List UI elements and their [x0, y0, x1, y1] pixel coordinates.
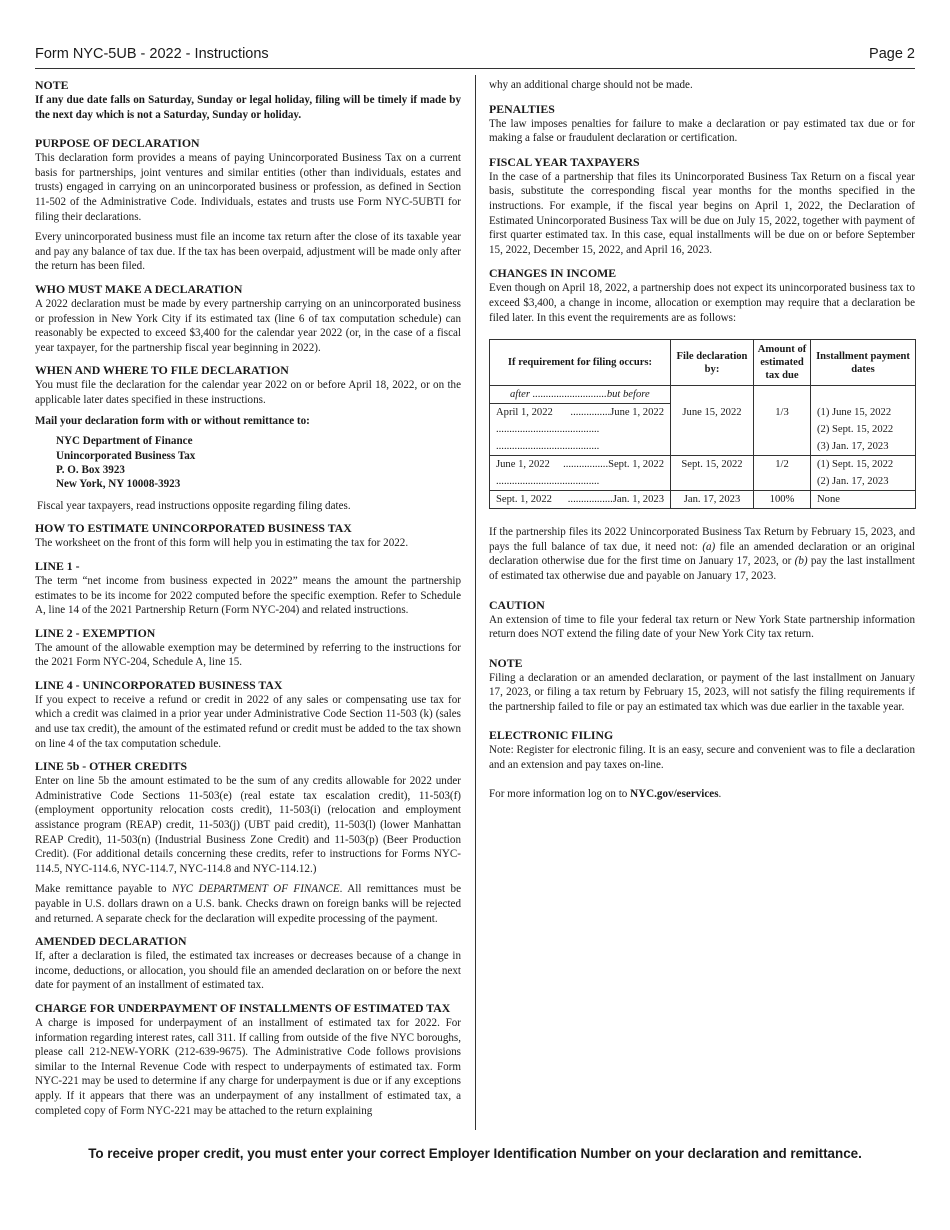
requirements-table	[489, 339, 916, 509]
table-row: ....................................... (3) Jan. 17, 2023	[490, 438, 916, 456]
amended-paragraph: If, after a declaration is filed, the estimated tax increases or decreases because of a change in income, deductions, or allocation, you should file an amended declaration on or before the next date for payment of an installment of estimated tax.	[35, 950, 461, 992]
table-header: Amount of estimated tax due	[754, 340, 811, 386]
address-line: NYC Department of Finance	[56, 435, 193, 448]
table-row: June 1, 2022 .................Sept. 1, 2022 Sept. 15, 2022 1/2 (1) Sept. 15, 2022	[490, 456, 916, 474]
caution-heading: CAUTION	[489, 597, 545, 612]
note-text: If any due date falls on Saturday, Sunday or legal holiday, filing will be timely if made by the next day which is not a Saturday, Sunday or holiday.	[35, 94, 461, 121]
line4-heading: LINE 4 - UNINCORPORATED BUSINESS TAX	[35, 677, 283, 692]
purpose-paragraph-2: Every unincorporated business must file an income tax return after the close of its taxable year and pay any balance of tax due. If the tax has been overpaid, adjustment will be made only after the return has been filed.	[35, 231, 461, 273]
penalties-paragraph: The law imposes penalties for failure to make a declaration or pay estimated tax due or for making a false or fraudulent declaration or certification.	[489, 117, 915, 145]
line2-heading: LINE 2 - EXEMPTION	[35, 625, 156, 640]
who-heading: WHO MUST MAKE A DECLARATION	[35, 281, 243, 296]
full-payment-paragraph: If the partnership files its 2022 Unincorporated Business Tax Return by February 15, 2023, and pays the full balance of tax due, it need not: (a) file an amended declaration or an original declaration otherwise due for the first time on January 17, 2023, or (b) pay the last installment of estimated tax otherwise due and payable on January 17, 2023.	[489, 526, 915, 582]
table-header: File declaration by:	[671, 340, 754, 386]
charge-heading: CHARGE FOR UNDERPAYMENT OF INSTALLMENTS OF ESTIMATED TAX	[35, 1000, 451, 1015]
line5b-paragraph: Enter on line 5b the amount estimated to be the sum of any credits allowable for 2022 under Administrative Code Sections 11-503(e) (real estate tax escalation credit), 11-503(f) (employment opportunity relocation costs credit), 11-503(i) (relocation and employment assistance program (REAP) credit, 11-503(j) (UBT paid credit), 11-503(l) (lower Manhattan REAP Credit), 11-503(n) (Industrial Business Zone Credit) and 11-503(p) (Beer Production Credit). (For additional details concerning these credits, refer to instructions for Forms NYC-114.5, NYC-114.6, NYC-114.7, NYC-114.8 and NYC-114.12.)	[35, 775, 461, 875]
line5b-heading: LINE 5b - OTHER CREDITS	[35, 759, 188, 774]
footer-notice: To receive proper credit, you must enter your correct Employer Identification Number on your declaration and remittance.	[88, 1146, 862, 1161]
penalties-heading: PENALTIES	[489, 101, 555, 116]
payee-name: NYC DEPARTMENT OF FINANCE	[172, 883, 340, 896]
table-row: ....................................... (2) Sept. 15, 2022	[490, 421, 916, 438]
efile-heading: ELECTRONIC FILING	[489, 728, 614, 743]
table-row: April 1, 2022 ...............June 1, 2022 June 15, 2022 1/3 (1) June 15, 2022	[490, 404, 916, 422]
line1-paragraph: The term “net income from business expected in 2022” means the amount the partnership estimates to be its income for 2022 computed before the specific exemption. Refer to Schedule A, line 14 of the 2021 Partnership Return (Form NYC-204) and related instructions.	[35, 574, 461, 617]
who-paragraph: A 2022 declaration must be made by every partnership carrying on an unincorporated business or profession in New York City if its estimated tax (line 6 of tax computation schedule) can reasonably be expected to exceed $3,400 for the calendar year 2022 (or, in the case of a fiscal year taxpayer, for the partnership fiscal year beginning in 2022).	[35, 297, 461, 354]
efile-paragraph: Note: Register for electronic filing. It is an easy, secure and convenient was to file a declaration and an extension and pay taxes on-line.	[489, 744, 915, 772]
charge-paragraph: A charge is imposed for underpayment of an installment of estimated tax for 2022. For information regarding interest rates, call 311. If calling from outside of the five NYC boroughs, please call 212-NEW-YORK (212-639-9675). The Administrative Code follows provisions similar to the Internal Revenue Code with respect to underpayments of estimated tax. Form NYC-221 may be used to determine if any charge for underpayment is due or if any exceptions apply. If it appears that there was an underpayment of any installment of estimated tax, a completed copy of Form NYC-221 may be attached to the return explaining	[35, 1016, 461, 1117]
more-info: For more information log on to NYC.gov/eservices.	[489, 787, 722, 800]
changes-heading: CHANGES IN INCOME	[489, 266, 617, 281]
form-title: Form NYC-5UB - 2022 - Instructions	[35, 46, 269, 62]
fiscal-note: Fiscal year taxpayers, read instructions opposite regarding filing dates.	[37, 499, 351, 512]
fiscal-heading: FISCAL YEAR TAXPAYERS	[489, 154, 640, 169]
table-header: If requirement for filing occurs:	[490, 340, 671, 386]
page-header	[35, 46, 915, 69]
note2-heading: NOTE	[489, 655, 523, 670]
purpose-heading: PURPOSE OF DECLARATION	[35, 136, 200, 151]
fiscal-paragraph: In the case of a partnership that files its Unincorporated Business Tax Return on a fiscal year basis, substitute the corresponding fiscal year months for the months specified in the instructions. For example, if the fiscal year begins on April 1, 2022, the Declaration of Estimated Unincorporated Business Tax will be due on July 15, 2022, together with payment of first quarter estimated tax. In this case, equal installments will be due on or before September 15, 2022, December 15, 2022, and April 16, 2023.	[489, 170, 915, 256]
left-column	[35, 78, 461, 1118]
how-heading: HOW TO ESTIMATE UNINCORPORATED BUSINESS TAX	[35, 521, 352, 536]
when-paragraph: You must file the declaration for the calendar year 2022 on or before April 18, 2022, or on the applicable later dates specified in these instructions.	[35, 379, 461, 406]
page-number: Page 2	[869, 46, 915, 62]
amended-heading: AMENDED DECLARATION	[35, 934, 187, 949]
when-heading: WHEN AND WHERE TO FILE DECLARATION	[35, 363, 289, 378]
address-line: New York, NY 10008-3923	[56, 478, 181, 491]
remittance-paragraph: Make remittance payable to NYC DEPARTMENT OF FINANCE. All remittances must be payable in U.S. dollars drawn on a U.S. bank. Checks drawn on foreign banks will be rejected and returned. A separate check for the declaration will expedite processing of the payment.	[35, 883, 462, 925]
table-header: Installment payment dates	[811, 340, 916, 386]
table-row: after ............................but before	[490, 386, 916, 404]
mail-label: Mail your declaration form with or without remittance to:	[35, 414, 310, 427]
caution-paragraph: An extension of time to file your federal tax return or New York State partnership information return does NOT extend the filing date of your New York City tax return.	[489, 613, 915, 641]
address-line: Unincorporated Business Tax	[56, 449, 196, 462]
address-line: P. O. Box 3923	[56, 463, 125, 476]
table-row: ....................................... (2) Jan. 17, 2023	[490, 473, 916, 491]
how-paragraph: The worksheet on the front of this form will help you in estimating the tax for 2022.	[35, 537, 409, 550]
eservices-link[interactable]: NYC.gov/eservices	[630, 787, 719, 800]
note2-paragraph: Filing a declaration or an amended declaration, or payment of the last installment on January 17, 2023, or filing a tax return by February 15, 2023, will not satisfy the filing requirements if the partnership failed to file or pay an estimated tax which was due earlier in the taxable year.	[489, 671, 915, 713]
line1-heading: LINE 1 -	[35, 558, 80, 573]
line2-paragraph: The amount of the allowable exemption may be determined by referring to the instructions for the 2021 Form NYC-204, Schedule A, line 15.	[35, 641, 461, 669]
note-heading: NOTE	[35, 78, 69, 92]
changes-paragraph: Even though on April 18, 2022, a partnership does not expect its unincorporated business tax to exceed $3,400, a change in income, allocation or exemption may require that a declaration be filed later. In this event the requirements are as follows:	[489, 282, 915, 324]
purpose-paragraph-1: This declaration form provides a means of paying Unincorporated Business Tax on a current basis for partnerships, joint ventures and similar entities (other than individuals, estates and trusts) engaged in carrying on an unincorporated business or profession, as defined in Section 11-502 of the Administrative Code. Individuals, estates and trusts use Form NYC-5UBTI for filing their declarations.	[35, 152, 461, 223]
column-divider	[475, 75, 476, 1130]
table-row: Sept. 1, 2022 .................Jan. 1, 2023 Jan. 17, 2023 100% None	[490, 491, 916, 509]
right-column	[489, 78, 915, 801]
mailing-address	[56, 434, 461, 492]
continued-text: why an additional charge should not be made.	[489, 79, 693, 91]
line4-paragraph: If you expect to receive a refund or credit in 2022 of any sales or compensating use tax for which a credit was claimed in a prior year under Administrative Code Section 11-503 (k) (sales and use tax credit), the amount of the estimated refund or credit must be added to the tax shown on line 4 of the tax computation schedule.	[35, 693, 461, 750]
